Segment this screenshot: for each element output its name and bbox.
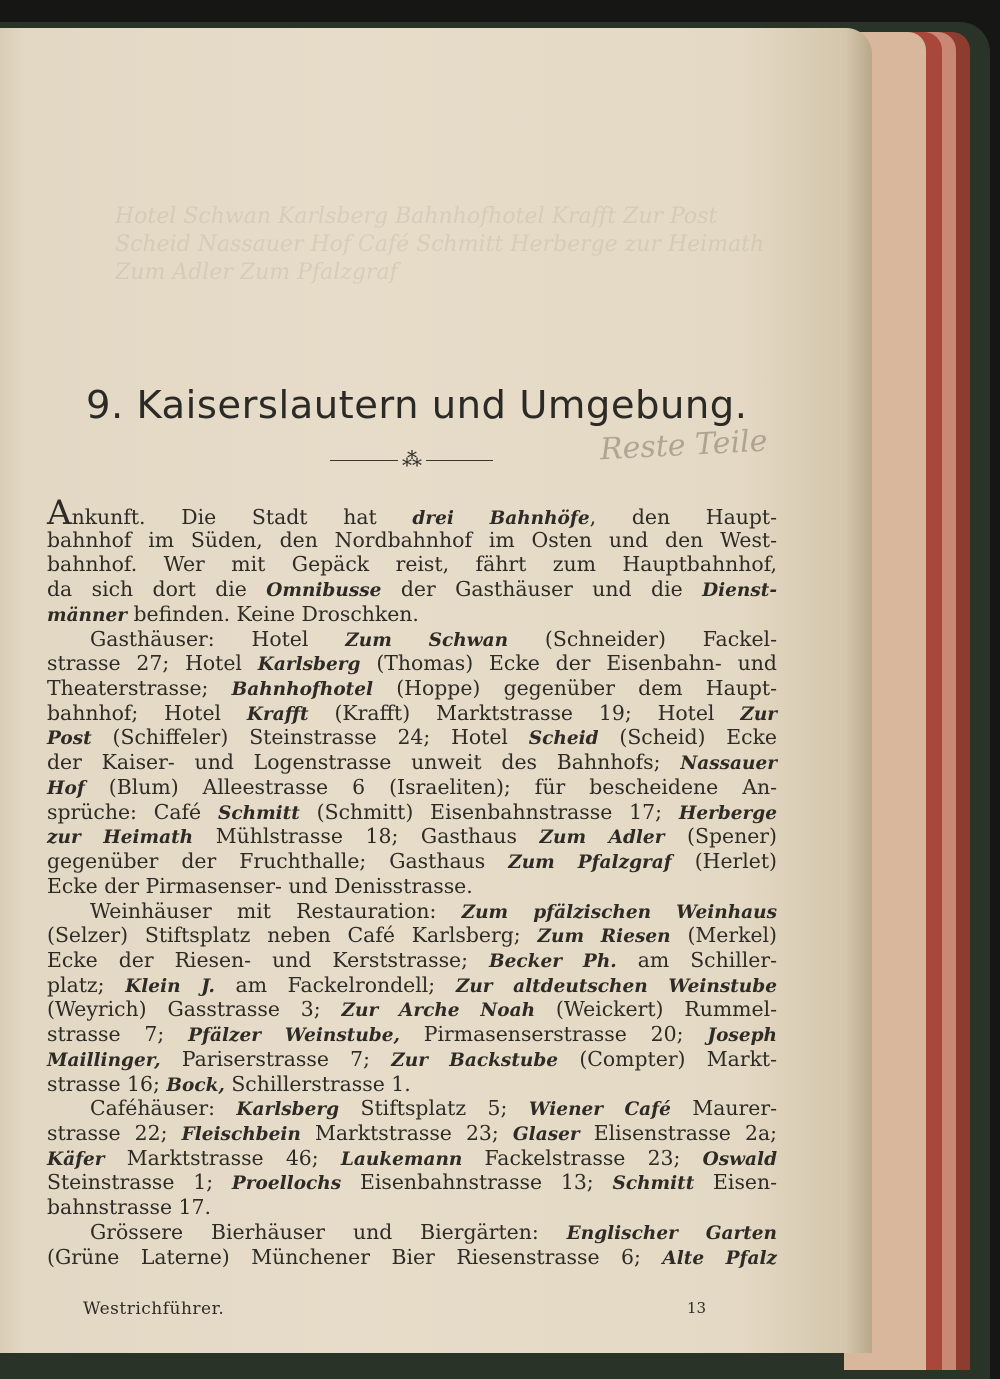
italic-name: drei Bahnhöfe [412, 508, 590, 529]
italic-name: Karlsberg [257, 654, 361, 676]
text-run: (Merkel) [670, 923, 778, 948]
text-line [47, 676, 777, 701]
italic-name: Dienst- [702, 580, 777, 602]
text-run: Stiftsplatz 5; [339, 1096, 529, 1121]
italic-name: Karlsberg [236, 1099, 340, 1121]
body-text [47, 493, 778, 1269]
text-run: Eisen- [694, 1170, 777, 1195]
text-run: Marktstrasse 46; [104, 1145, 341, 1170]
text-run: (Spener) [664, 824, 777, 849]
text-run: da sich dort die [47, 577, 267, 602]
text-run: (Thomas) Ecke der Eisenbahn- und [360, 651, 777, 676]
text-run: strasse 16; [47, 1071, 167, 1096]
text-run: Schillerstrasse 1. [224, 1071, 411, 1096]
pencil-annotation: Reste Teile [599, 423, 769, 468]
italic-name: Becker Ph. [488, 950, 617, 972]
text-run: der Kaiser- und Logenstrasse unweit des Bahnhofs; [47, 750, 681, 775]
text-line [47, 874, 777, 899]
text-run: strasse 22; [47, 1120, 182, 1145]
text-run: (Hoppe) gegenüber dem Haupt- [373, 676, 778, 701]
text-run: (Schiffeler) Steinstrasse 24; Hotel [91, 725, 529, 750]
italic-name: Pfälzer Weinstube, [188, 1025, 400, 1047]
text-line [47, 493, 778, 533]
text-run: (Schneider) Fackel- [508, 626, 777, 651]
text-run: strasse 27; Hotel [47, 651, 258, 676]
printer-signature: Westrichführer. [83, 1299, 225, 1319]
ornament-icon: ⁂ [398, 446, 426, 472]
text-run: (Compter) Markt- [558, 1046, 778, 1071]
text-run: der Gasthäuser und die [381, 577, 703, 602]
italic-name: Oswald [702, 1148, 778, 1170]
italic-name: Krafft [246, 703, 309, 725]
text-run: sprüche: Café [47, 799, 218, 824]
text-run: bahnhof im Süden, den Nordbahnhof im Osten und den West- [47, 527, 777, 552]
text-line [47, 1022, 777, 1047]
text-run: Pirmasenserstrasse 20; [399, 1022, 708, 1047]
chapter-heading: 9. Kaiserslautern und Umgebung. [86, 383, 748, 428]
text-run: (Grüne Laterne) Münchener Bier Riesenstrasse 6; [47, 1244, 663, 1269]
italic-name: Herberge [678, 802, 777, 824]
text-line [47, 775, 777, 800]
text-line [47, 1195, 777, 1220]
text-run: Ecke der Pirmasenser- und Denisstrasse. [47, 873, 473, 898]
italic-name: Zum Riesen [537, 926, 671, 948]
text-line [47, 1047, 777, 1072]
text-run: Gasthäuser: Hotel [90, 626, 346, 651]
text-line [47, 1220, 777, 1245]
italic-name: Laukemann [340, 1148, 463, 1170]
text-line [47, 725, 777, 750]
text-line [47, 1146, 777, 1171]
text-run: bahnhof. Wer mit Gepäck reist, fährt zum Hauptbahnhof, [47, 552, 777, 577]
italic-name: Klein J. [125, 975, 215, 997]
italic-name: männer [47, 604, 127, 626]
italic-name: Nassauer [680, 753, 777, 775]
bleed-through-text: Hotel Schwan Karlsberg Bahnhofhotel Krafft Zur Post Scheid Nassauer Hof Café Schmitt Herberge zur Heimath Zum Adler Zum Pfalzgraf [115, 204, 765, 285]
text-line [47, 973, 777, 998]
text-run: nkunft. Die Stadt hat [71, 505, 413, 529]
italic-name: Hof [47, 777, 85, 799]
italic-name: Omnibusse [266, 580, 382, 602]
text-run: platz; [47, 972, 126, 997]
text-run: , den Haupt- [589, 505, 778, 529]
italic-name: Alte Pfalz [662, 1247, 778, 1269]
text-line [47, 948, 777, 973]
text-run: Mühlstrasse 18; Gasthaus [193, 824, 540, 849]
text-run: (Herlet) [671, 849, 777, 874]
italic-name: Zur [740, 703, 778, 725]
italic-name: Zur Arche Noah [341, 1000, 536, 1022]
text-line [47, 800, 777, 825]
italic-name: Zur altdeutschen Weinstube [455, 975, 777, 997]
italic-name: Glaser [512, 1123, 580, 1145]
text-run: Ecke der Riesen- und Kerststrasse; [47, 947, 489, 972]
text-line [47, 899, 777, 924]
text-run: (Weickert) Rummel- [535, 997, 777, 1022]
italic-name: Englischer Garten [566, 1222, 777, 1244]
text-run: Eisenbahnstrasse 13; [341, 1170, 613, 1195]
italic-name: Proellochs [231, 1173, 342, 1195]
italic-name: Scheid [528, 728, 599, 750]
italic-name: Schmitt [612, 1173, 695, 1195]
text-run: Fackelstrasse 23; [462, 1145, 703, 1170]
italic-name: Zum Adler [539, 827, 665, 849]
text-line [47, 1072, 777, 1097]
italic-name: Bock, [166, 1074, 225, 1096]
text-run: bahnhof; Hotel [47, 700, 247, 725]
text-line [47, 1245, 777, 1270]
text-run: Elisenstrasse 2a; [579, 1120, 777, 1145]
page-number: 13 [687, 1299, 707, 1317]
text-line [47, 824, 777, 849]
text-run: gegenüber der Fruchthalle; Gasthaus [47, 849, 509, 874]
italic-name: Bahnhofhotel [231, 679, 374, 701]
italic-name: Schmitt [218, 802, 300, 824]
text-run: Grössere Bierhäuser und Biergärten: [90, 1219, 567, 1244]
text-run: bahnstrasse 17. [47, 1195, 211, 1220]
text-line [47, 1121, 777, 1146]
text-run: (Weyrich) Gasstrasse 3; [47, 997, 342, 1022]
italic-name: Zur Backstube [391, 1049, 559, 1071]
book-page [0, 28, 872, 1353]
text-line [47, 849, 777, 874]
text-run: (Selzer) Stiftsplatz neben Café Karlsberg; [47, 923, 538, 948]
text-line [47, 1170, 777, 1195]
text-run: strasse 7; [47, 1022, 189, 1047]
text-line [47, 701, 777, 726]
text-run: Pariserstrasse 7; [160, 1046, 392, 1071]
text-line [47, 1096, 777, 1121]
text-run: Weinhäuser mit Restauration: [90, 898, 462, 923]
italic-name: zur Heimath [47, 827, 194, 849]
text-run: Caféhäuser: [90, 1096, 237, 1121]
italic-name: Joseph [707, 1025, 777, 1047]
italic-name: Post [47, 728, 92, 750]
text-line [47, 552, 777, 577]
italic-name: Zum Schwan [345, 629, 509, 651]
text-run: Steinstrasse 1; [47, 1170, 232, 1195]
text-run: (Scheid) Ecke [598, 725, 777, 750]
text-run: Theaterstrasse; [47, 676, 232, 701]
italic-name: Maillinger, [47, 1049, 161, 1071]
text-run: (Krafft) Marktstrasse 19; Hotel [308, 700, 741, 725]
italic-name: Fleischbein [181, 1123, 301, 1145]
text-line [47, 602, 777, 627]
text-line [47, 528, 777, 553]
text-run: A [47, 493, 72, 533]
text-line [47, 627, 777, 652]
italic-name: Zum pfälzischen Weinhaus [461, 901, 777, 923]
italic-name: Wiener Café [528, 1099, 671, 1121]
text-line [47, 923, 777, 948]
text-line [47, 651, 777, 676]
text-run: Marktstrasse 23; [300, 1120, 513, 1145]
text-line [47, 750, 777, 775]
text-run: am Schiller- [616, 947, 778, 972]
text-run: am Fackelrondell; [214, 972, 456, 997]
italic-name: Käfer [47, 1148, 105, 1170]
text-run: befinden. Keine Droschken. [126, 601, 419, 626]
text-run: Maurer- [670, 1096, 777, 1121]
text-line [47, 997, 777, 1022]
text-line [47, 577, 777, 602]
text-run: (Schmitt) Eisenbahnstrasse 17; [299, 799, 679, 824]
italic-name: Zum Pfalzgraf [508, 852, 672, 874]
text-run: (Blum) Alleestrasse 6 (Israeliten); für bescheidene An- [84, 774, 777, 799]
